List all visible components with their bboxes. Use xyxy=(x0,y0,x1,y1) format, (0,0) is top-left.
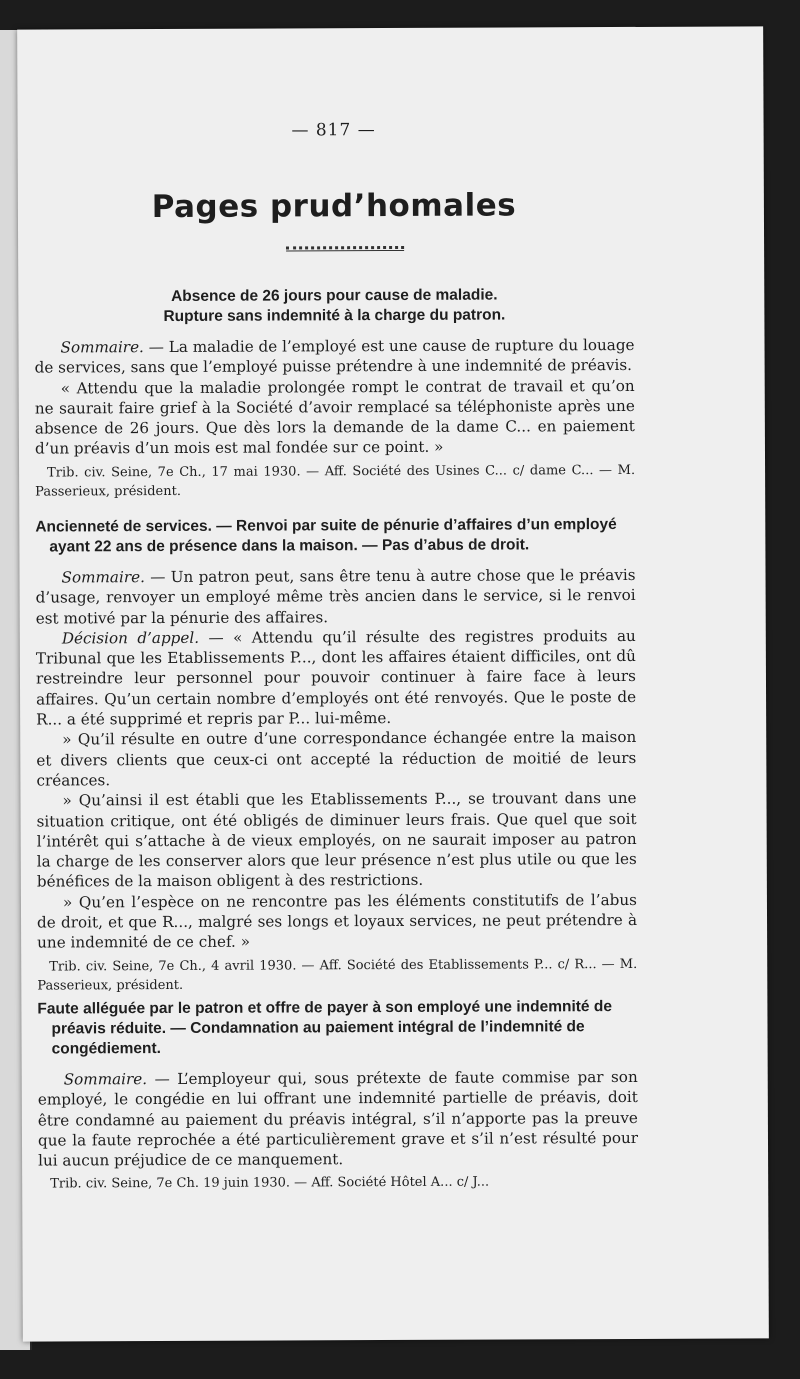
page-number: — 817 — xyxy=(291,120,376,141)
article-2-heading: Ancienneté de services. — Renvoi par suite de pénurie d’affaires d’un employé ayant 22 ans de présence dans la maison. — Pas d’abus de droit. xyxy=(35,516,617,556)
article-3-heading: Faute alléguée par le patron et offre de payer à son employé une indemnité de préavis réduite. — Condamnation au paiement intégral de l’indemnité de congédiement. xyxy=(37,998,612,1058)
summary-text: — Un patron peut, sans être tenu à autre chose que le préavis d’usage, renvoyer un employé même très ancien dans le service, si le renvoi est motivé par la pénurie des affaires. xyxy=(35,565,636,628)
article-3-citation: Trib. civ. Seine, 7e Ch. 19 juin 1930. — Aff. Société Hôtel A... c/ J... xyxy=(50,1175,490,1192)
page-content xyxy=(33,27,639,1192)
article-2-paragraph-4: » Qu’ainsi il est établi que les Etablissements P..., se trouvant dans une situation critique, ont été obligés de diminuer leurs frais. Que quel que soit l’intérêt qui s’attache à de vieux employés, on ne saurait imposer au patron la charge de les conserver alors que leur présence n’est plus utile ou que les bénéfices de la maison obligent à des restrictions. xyxy=(36,789,637,892)
appeal-text: — « Attendu qu’il résulte des registres produits au Tribunal que les Etablissements P..., dont les affaires étaient difficiles, ont dû restreindre leur personnel pour pouvoir continuer à faire face à leurs affaires. Qu’un certain nombre d’employés ont été renvoyés. Que le poste de R... a été supprimé et repris par P... lui-même. xyxy=(35,626,637,729)
article-2-paragraph-5: » Qu’en l’espèce on ne rencontre pas les éléments constitutifs de l’abus de droit, et que R..., malgré ses longs et loyaux services, ne peut prétendre à une indemnité de ce chef. » xyxy=(36,890,638,952)
article-2 xyxy=(35,515,637,995)
article-1-heading-line-2: Rupture sans indemnité à la charge du patron. xyxy=(163,306,506,325)
summary-text: — La maladie de l’employé est une cause de rupture du louage de services, sans que l’employé puisse prétendre à une indemnité de préavis. xyxy=(34,335,635,377)
summary-label: Sommaire. xyxy=(61,568,145,587)
document-page xyxy=(17,26,769,1341)
summary-label: Sommaire. xyxy=(60,338,144,357)
article-2-paragraph-3: » Qu’il résulte en outre d’une correspondance échangée entre la maison et divers clients que ceux-ci ont accepté la réduction de moitié de leurs créances. xyxy=(36,728,637,790)
summary-text: — L’employeur qui, sous prétexte de faute commise par son employé, le congédie en lui offrant une indemnité partielle de préavis, doit être condamné au paiement du préavis intégral, s’il n’apporte pas la preuve que la faute reprochée a été particulièrement grave et s’il n’est résulté pour lui aucun préjudice de ce manquement. xyxy=(37,1067,639,1170)
article-2-appeal-decision xyxy=(36,626,636,730)
summary-label: Sommaire. xyxy=(63,1070,148,1089)
article-1-citation: Trib. civ. Seine, 7e Ch., 17 mai 1930. — Aff. Société des Usines C... c/ dame C... — M. Passerieux, président. xyxy=(35,462,636,500)
appeal-label: Décision d’appel. xyxy=(61,628,200,648)
article-1-heading-line-1: Absence de 26 jours pour cause de maladie. xyxy=(171,286,498,305)
article-1 xyxy=(34,285,635,501)
article-3 xyxy=(37,997,638,1194)
article-1-quote xyxy=(35,376,635,460)
page-title: Pages prud’homales xyxy=(151,187,517,226)
quote-text: « Attendu que la maladie prolongée rompt le contrat de travail et qu’on ne saurait faire grief à la Société d’avoir remplacé sa téléphoniste après une absence de 26 jours. Que dès lors la demande de la dame C... en paiement d’un préavis d’un mois est mal fondée sur ce point. » xyxy=(34,376,635,459)
article-1-summary xyxy=(34,335,634,378)
article-3-summary xyxy=(38,1067,638,1171)
title-divider xyxy=(286,246,404,252)
article-2-citation: Trib. civ. Seine, 7e Ch., 4 avril 1930. — Aff. Société des Etablissements P... c/ R... — M. Passerieux, président. xyxy=(37,956,638,994)
article-2-summary xyxy=(35,565,635,629)
